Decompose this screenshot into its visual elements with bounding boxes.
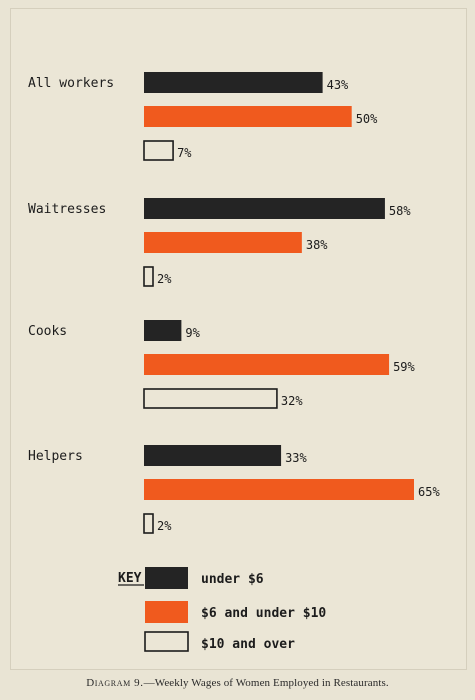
category-label-helpers: Helpers bbox=[28, 449, 83, 464]
caption-text: —Weekly Wages of Women Employed in Restaurants. bbox=[143, 677, 389, 689]
figure-caption bbox=[0, 677, 475, 689]
value-label-waitresses-series-1: 58% bbox=[388, 204, 411, 218]
legend-swatch-series-1 bbox=[145, 567, 188, 589]
value-label-all-workers-series-2: 50% bbox=[355, 112, 378, 126]
legend-swatch-series-3 bbox=[145, 632, 188, 651]
value-label-waitresses-series-3: 2% bbox=[157, 272, 172, 286]
bar-waitresses-series-3 bbox=[144, 267, 153, 286]
value-label-cooks-series-1: 9% bbox=[185, 326, 200, 340]
bar-all-workers-series-3 bbox=[144, 141, 173, 160]
bar-cooks-series-2 bbox=[144, 354, 389, 375]
value-label-helpers-series-2: 65% bbox=[418, 485, 440, 499]
bar-cooks-series-1 bbox=[144, 320, 181, 341]
legend-label-series-1: under $6 bbox=[201, 572, 264, 587]
legend-title: KEY bbox=[118, 571, 142, 586]
bar-helpers-series-1 bbox=[144, 445, 281, 466]
bar-waitresses-series-1 bbox=[144, 198, 385, 219]
value-label-cooks-series-2: 59% bbox=[393, 360, 415, 374]
caption-label: Diagram 9. bbox=[86, 677, 144, 689]
value-label-helpers-series-1: 33% bbox=[285, 451, 307, 465]
bar-helpers-series-3 bbox=[144, 514, 153, 533]
value-label-all-workers-series-1: 43% bbox=[326, 78, 349, 92]
legend-label-series-3: $10 and over bbox=[201, 637, 295, 652]
legend-label-series-2: $6 and under $10 bbox=[201, 606, 327, 621]
bar-cooks-series-3 bbox=[144, 389, 277, 408]
value-label-cooks-series-3: 32% bbox=[280, 394, 303, 408]
bar-all-workers-series-1 bbox=[144, 72, 323, 93]
bar-waitresses-series-2 bbox=[144, 232, 302, 253]
value-label-all-workers-series-3: 7% bbox=[177, 146, 192, 160]
bar-helpers-series-2 bbox=[144, 479, 414, 500]
legend-swatch-series-2 bbox=[145, 601, 188, 623]
value-label-waitresses-series-2: 38% bbox=[305, 238, 328, 252]
category-label-cooks: Cooks bbox=[28, 324, 68, 339]
category-label-all-workers: All workers bbox=[28, 76, 115, 91]
bar-all-workers-series-2 bbox=[144, 106, 352, 127]
category-label-waitresses: Waitresses bbox=[28, 202, 107, 217]
value-label-helpers-series-3: 2% bbox=[157, 519, 172, 533]
